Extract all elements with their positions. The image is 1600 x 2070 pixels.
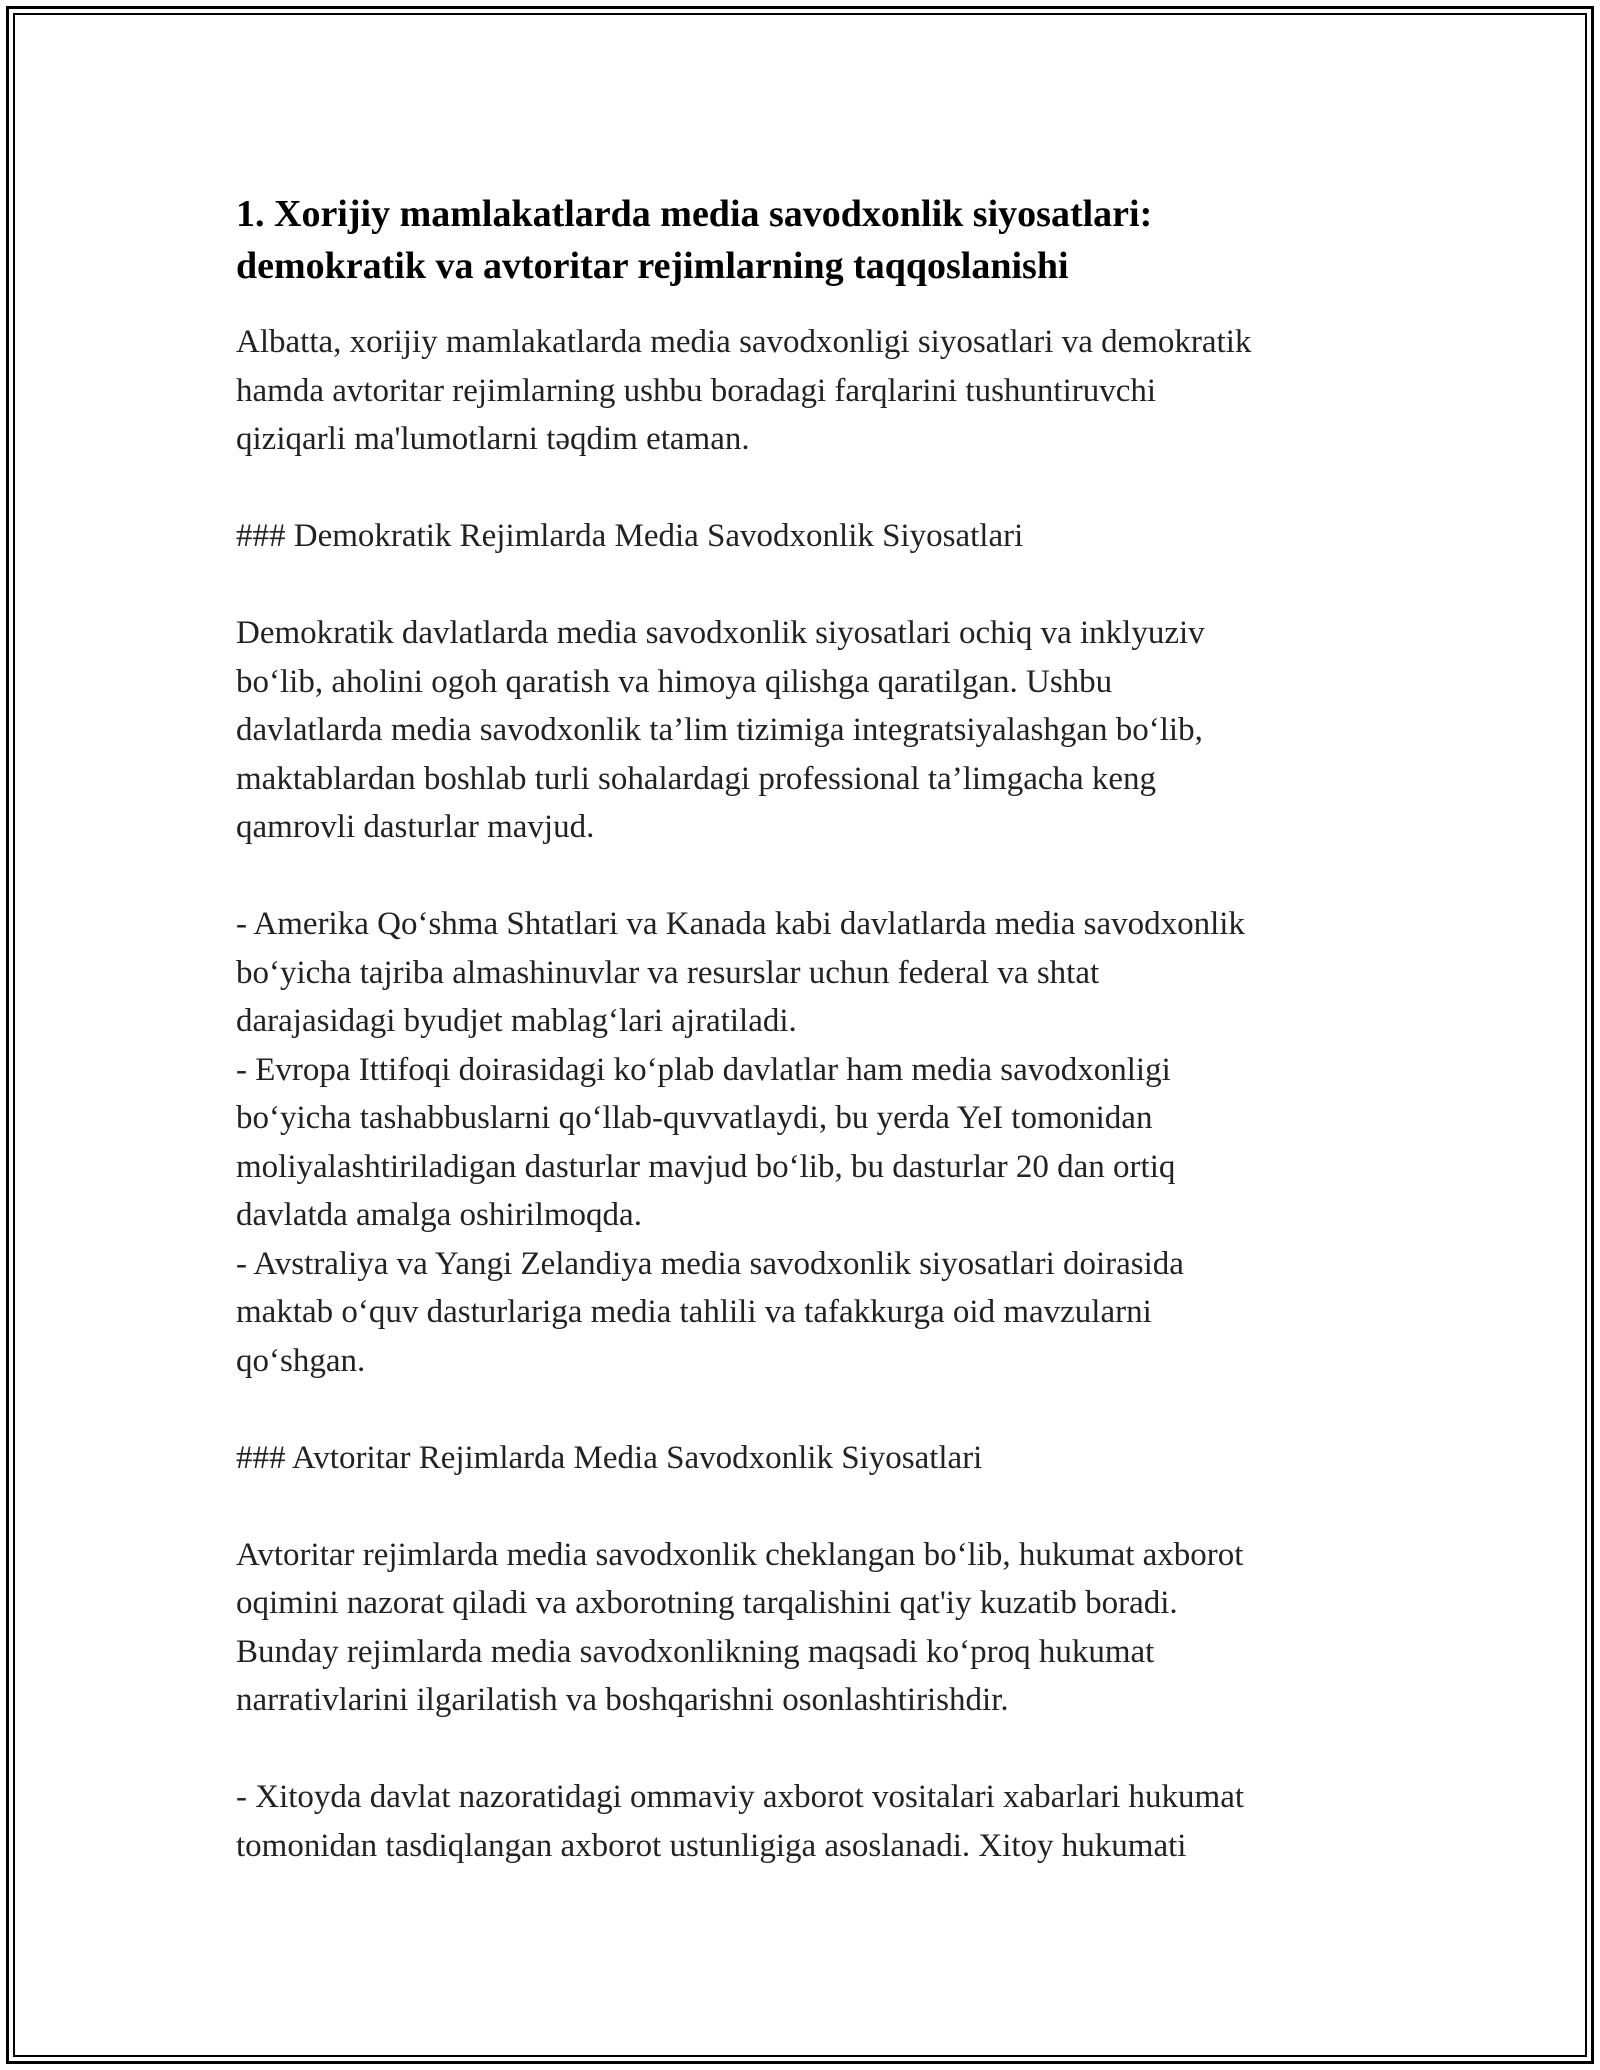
section-heading-democratic: ### Demokratik Rejimlarda Media Savodxonlik Siyosatlari bbox=[236, 518, 1024, 554]
democratic-paragraph: Demokratik davlatlarda media savodxonlik siyosatlari ochiq va inklyuziv bo‘lib, aholini ogoh qaratish va himoya qilishga qaratilgan. Ushbu davlatlarda media savodxonlik ta’lim tizimiga integratsiyalashgan bo‘lib, maktablardan boshlab turli sohalardagi professional ta’limgacha keng qamrovli dasturlar mavjud. bbox=[236, 615, 1205, 845]
paragraph-spacer bbox=[236, 1385, 1396, 1434]
paragraph-spacer bbox=[236, 852, 1396, 901]
intro-paragraph: Albatta, xorijiy mamlakatlarda media savodxonligi siyosatlari va demokratik hamda avtoritar rejimlarning ushbu boradagi farqlarini tushuntiruvchi qiziqarli ma'lumotlarni təqdim etaman. bbox=[236, 324, 1252, 457]
democratic-examples-list: - Amerika Qo‘shma Shtatlari va Kanada kabi davlatlarda media savodxonlik bo‘yicha tajriba almashinuvlar va resurslar uchun federal va shtat darajasidagi byudjet mablag‘lari ajratiladi. - Evropa Ittifoqi doirasidagi ko‘plab davlatlar ham media savodxonligi bo‘yicha tashabbuslarni qo‘llab-quvvatlaydi, bu yerda YeI tomonidan moliyalashtiriladigan dasturlar mavjud bo‘lib, bu dasturlar 20 dan ortiq davlatda amalga oshirilmoqda. - Avstraliya va Yangi Zelandiya media savodxonlik siyosatlari doirasida maktab o‘quv dasturlariga media tahlili va tafakkurga oid mavzularni qo‘shgan. bbox=[236, 906, 1245, 1379]
document-title: 1. Xorijiy mamlakatlarda media savodxonlik siyosatlari: demokratik va avtoritar rejimlarning taqqoslanishi bbox=[236, 193, 1153, 287]
paragraph-spacer bbox=[236, 464, 1396, 513]
authoritarian-examples-list: - Xitoyda davlat nazoratidagi ommaviy axborot vositalari xabarlari hukumat tomonidan tasdiqlangan axborot ustunligiga asoslanadi. Xitoy hukumati bbox=[236, 1779, 1245, 1864]
paragraph-spacer bbox=[236, 561, 1396, 610]
section-heading-authoritarian: ### Avtoritar Rejimlarda Media Savodxonlik Siyosatlari bbox=[236, 1439, 983, 1476]
paragraph-spacer bbox=[236, 1482, 1396, 1531]
authoritarian-paragraph: Avtoritar rejimlarda media savodxonlik cheklangan bo‘lib, hukumat axborot oqimini nazorat qiladi va axborotning tarqalishini qat'iy kuzatib boradi. Bunday rejimlarda media savodxonlikning maqsadi ko‘proq hukumat narrativlarini ilgarilatish va boshqarishni osonlashtirishdir. bbox=[236, 1536, 1244, 1718]
document-body bbox=[236, 188, 1396, 1870]
paragraph-spacer bbox=[236, 1725, 1396, 1774]
